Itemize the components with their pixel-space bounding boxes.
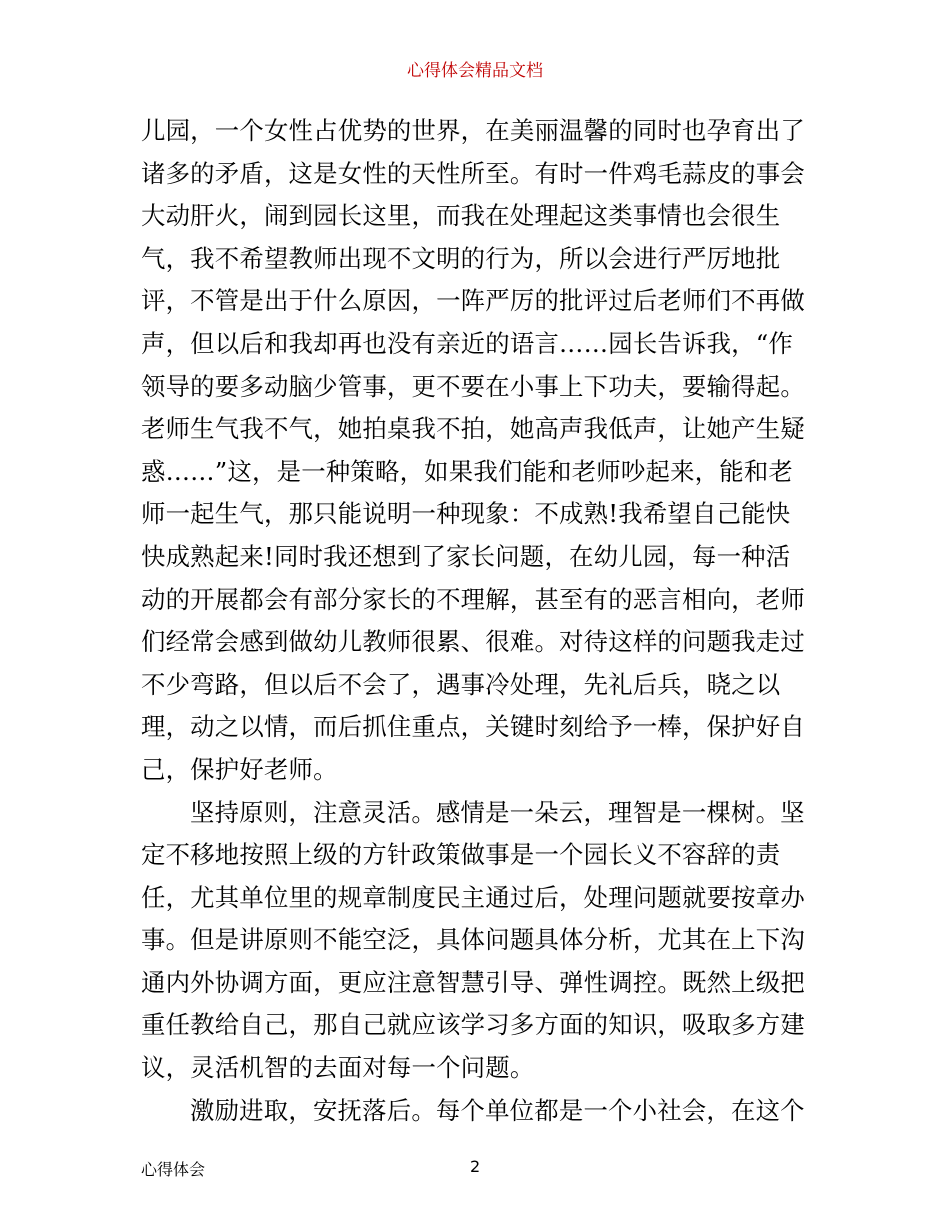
text-line: 快成熟起来!同时我还想到了家长问题，在幼儿园，每一种活	[141, 541, 791, 571]
footer-label: 心得体会	[141, 1160, 206, 1179]
page-header-title: 心得体会精品文档	[407, 61, 543, 81]
text-line: 任，尤其单位里的规章制度民主通过后，处理问题就要按章办	[141, 882, 805, 912]
document-body	[141, 110, 816, 1132]
text-line: 声，但以后和我却再也没有亲近的语言……园长告诉我，“作	[141, 328, 794, 358]
text-line: 动的开展都会有部分家长的不理解，甚至有的恶言相向，老师	[141, 584, 805, 614]
text-line: 通内外协调方面，更应注意智慧引导、弹性调控。既然上级把	[141, 967, 805, 997]
text-line: 理，动之以情，而后抓住重点，关键时刻给予一棒，保护好自	[141, 712, 805, 742]
text-line: 气，我不希望教师出现不文明的行为，所以会进行严厉地批	[141, 243, 781, 273]
text-line: 不少弯路，但以后不会了，遇事冷处理，先礼后兵，晓之以	[141, 669, 781, 699]
text-line: 大动肝火，闹到园长这里，而我在处理起这类事情也会很生	[141, 201, 781, 231]
paragraph-first-line: 坚持原则，注意灵活。感情是一朵云，理智是一棵树。坚	[190, 797, 805, 827]
text-line: 惑……”这，是一种策略，如果我们能和老师吵起来，能和老	[141, 456, 794, 486]
text-line: 儿园，一个女性占优势的世界，在美丽温馨的同时也孕育出了	[141, 116, 805, 145]
text-line: 议，灵活机智的去面对每一个问题。	[141, 1053, 535, 1083]
text-line: 们经常会感到做幼儿教师很累、很难。对待这样的问题我走过	[141, 627, 805, 657]
text-line: 己，保护好老师。	[141, 754, 338, 784]
text-line: 领导的要多动脑少管事，更不要在小事上下功夫，要输得起。	[141, 371, 805, 401]
text-line: 重任教给自己，那自己就应该学习多方面的知识，吸取多方建	[141, 1010, 805, 1040]
text-line: 事。但是讲原则不能空泛，具体问题具体分析，尤其在上下沟	[141, 925, 805, 955]
text-line: 定不移地按照上级的方针政策做事是一个园长义不容辞的责	[141, 840, 781, 870]
text-line: 评，不管是出于什么原因，一阵严厉的批评过后老师们不再做	[141, 286, 805, 316]
text-line: 诸多的矛盾，这是女性的天性所至。有时一件鸡毛蒜皮的事会	[141, 158, 805, 188]
text-line: 师一起生气，那只能说明一种现象：不成熟!我希望自己能快	[141, 499, 791, 529]
paragraph-first-line: 激励进取，安抚落后。每个单位都是一个小社会，在这个	[190, 1095, 805, 1125]
page-number: 2	[470, 1157, 481, 1176]
text-line: 老师生气我不气，她拍桌我不拍，她高声我低声，让她产生疑	[141, 414, 805, 444]
